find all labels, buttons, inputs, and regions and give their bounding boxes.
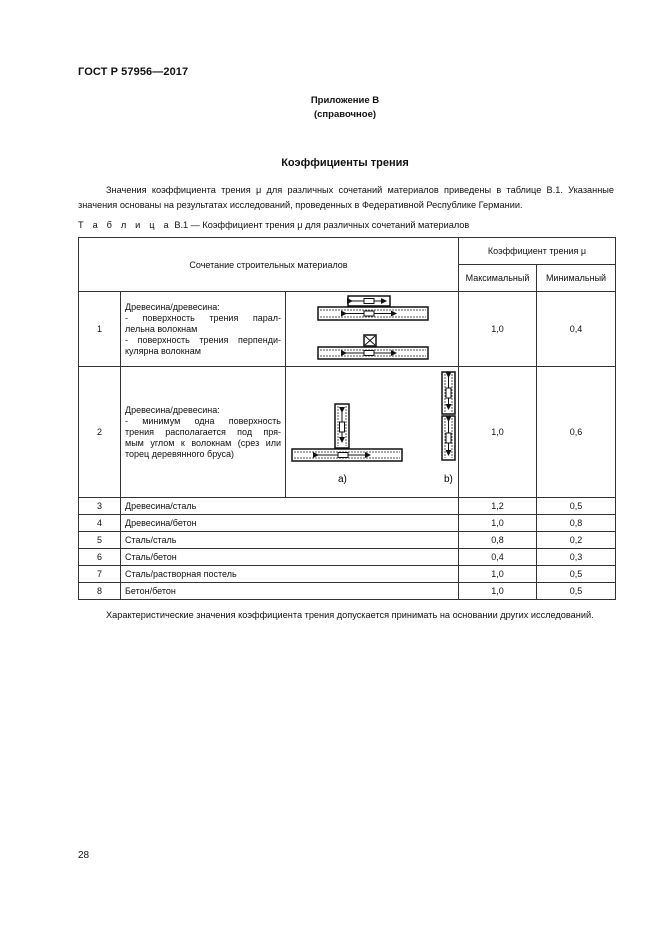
max-value: 1,0: [459, 367, 537, 498]
friction-table: [78, 237, 616, 600]
material-line: торец деревянного бруса): [125, 448, 235, 459]
min-value: 0,5: [537, 498, 616, 515]
min-value: 0,5: [537, 566, 616, 583]
min-value: 0,8: [537, 515, 616, 532]
standard-header: ГОСТ Р 57956—2017: [78, 66, 189, 78]
min-value: 0,2: [537, 532, 616, 549]
max-value: 1,0: [459, 566, 537, 583]
min-value: 0,3: [537, 549, 616, 566]
table-row: [79, 566, 616, 583]
table-row: [79, 532, 616, 549]
table-caption: [78, 220, 469, 230]
max-value: 1,0: [459, 292, 537, 367]
label-a: a): [338, 474, 347, 485]
label-b: b): [444, 474, 453, 485]
row-number: 8: [79, 583, 121, 600]
table-row: [79, 367, 616, 498]
max-value: 0,8: [459, 532, 537, 549]
material-line: мым углом к волокнам (срез или: [125, 437, 281, 448]
max-value: 1,2: [459, 498, 537, 515]
material-line: трения располагается под пря-: [125, 426, 281, 437]
row-number: 6: [79, 549, 121, 566]
page-number: 28: [78, 850, 90, 861]
row-number: 5: [79, 532, 121, 549]
material-name: Древесина/бетон: [121, 515, 459, 532]
wood-diagram-cell: [286, 292, 459, 367]
min-value: 0,6: [537, 367, 616, 498]
table-row: [79, 549, 616, 566]
row-number: 1: [79, 292, 121, 367]
material-line: лельна волокнам: [125, 323, 198, 334]
table-row: [79, 515, 616, 532]
wood-endgrain-diagram-cell: [286, 367, 459, 498]
material-line: - минимум одна поверхность: [125, 415, 281, 426]
section-title: Коэффициенты трения: [281, 157, 409, 169]
row-number: 7: [79, 566, 121, 583]
max-value: 0,4: [459, 549, 537, 566]
row-number: 3: [79, 498, 121, 515]
table-caption-text: В.1 — Коэффициент трения μ для различных сочетаний материалов: [174, 220, 470, 230]
header-combination: Сочетание строительных материалов: [79, 238, 459, 292]
annex-subtitle: (справочное): [313, 109, 377, 120]
material-name: Бетон/бетон: [121, 583, 459, 600]
annex-title: Приложение В: [310, 95, 380, 106]
material-name: Сталь/растворная постель: [121, 566, 459, 583]
material-name: Сталь/сталь: [121, 532, 459, 549]
wood-parallel-perpendicular-diagram: [286, 292, 459, 364]
material-line: Древесина/древесина:: [125, 404, 220, 415]
material-line: кулярна волокнам: [125, 345, 201, 356]
min-value: 0,5: [537, 583, 616, 600]
material-name: Древесина/сталь: [121, 498, 459, 515]
table-row: [79, 583, 616, 600]
row-number: 4: [79, 515, 121, 532]
table-caption-prefix: Т а б л и ц а: [78, 220, 172, 230]
material-cell: [121, 367, 286, 498]
header-max: Максимальный: [459, 265, 537, 292]
intro-paragraph: Значения коэффициента трения μ для различных сочетаний материалов приведены в таблице В.1. Указанные значения основаны на результатах исследований, проведенных в Федеративной Республике Германии.: [78, 185, 614, 210]
wood-endgrain-diagram: [286, 367, 459, 495]
max-value: 1,0: [459, 515, 537, 532]
annex-heading: [0, 94, 661, 122]
footnote-paragraph: Характеристические значения коэффициента трения допускается принимать на основании других исследований.: [106, 610, 594, 620]
material-line: - поверхность трения парал-: [125, 312, 281, 323]
header-coefficient: Коэффициент трения μ: [459, 238, 616, 265]
row-number: 2: [79, 367, 121, 498]
table-row: [79, 498, 616, 515]
material-cell: [121, 292, 286, 367]
material-line: - поверхность трения перпенди-: [125, 334, 281, 345]
material-name: Сталь/бетон: [121, 549, 459, 566]
table-row: [79, 292, 616, 367]
material-line: Древесина/древесина:: [125, 301, 220, 312]
header-min: Минимальный: [537, 265, 616, 292]
max-value: 1,0: [459, 583, 537, 600]
min-value: 0,4: [537, 292, 616, 367]
